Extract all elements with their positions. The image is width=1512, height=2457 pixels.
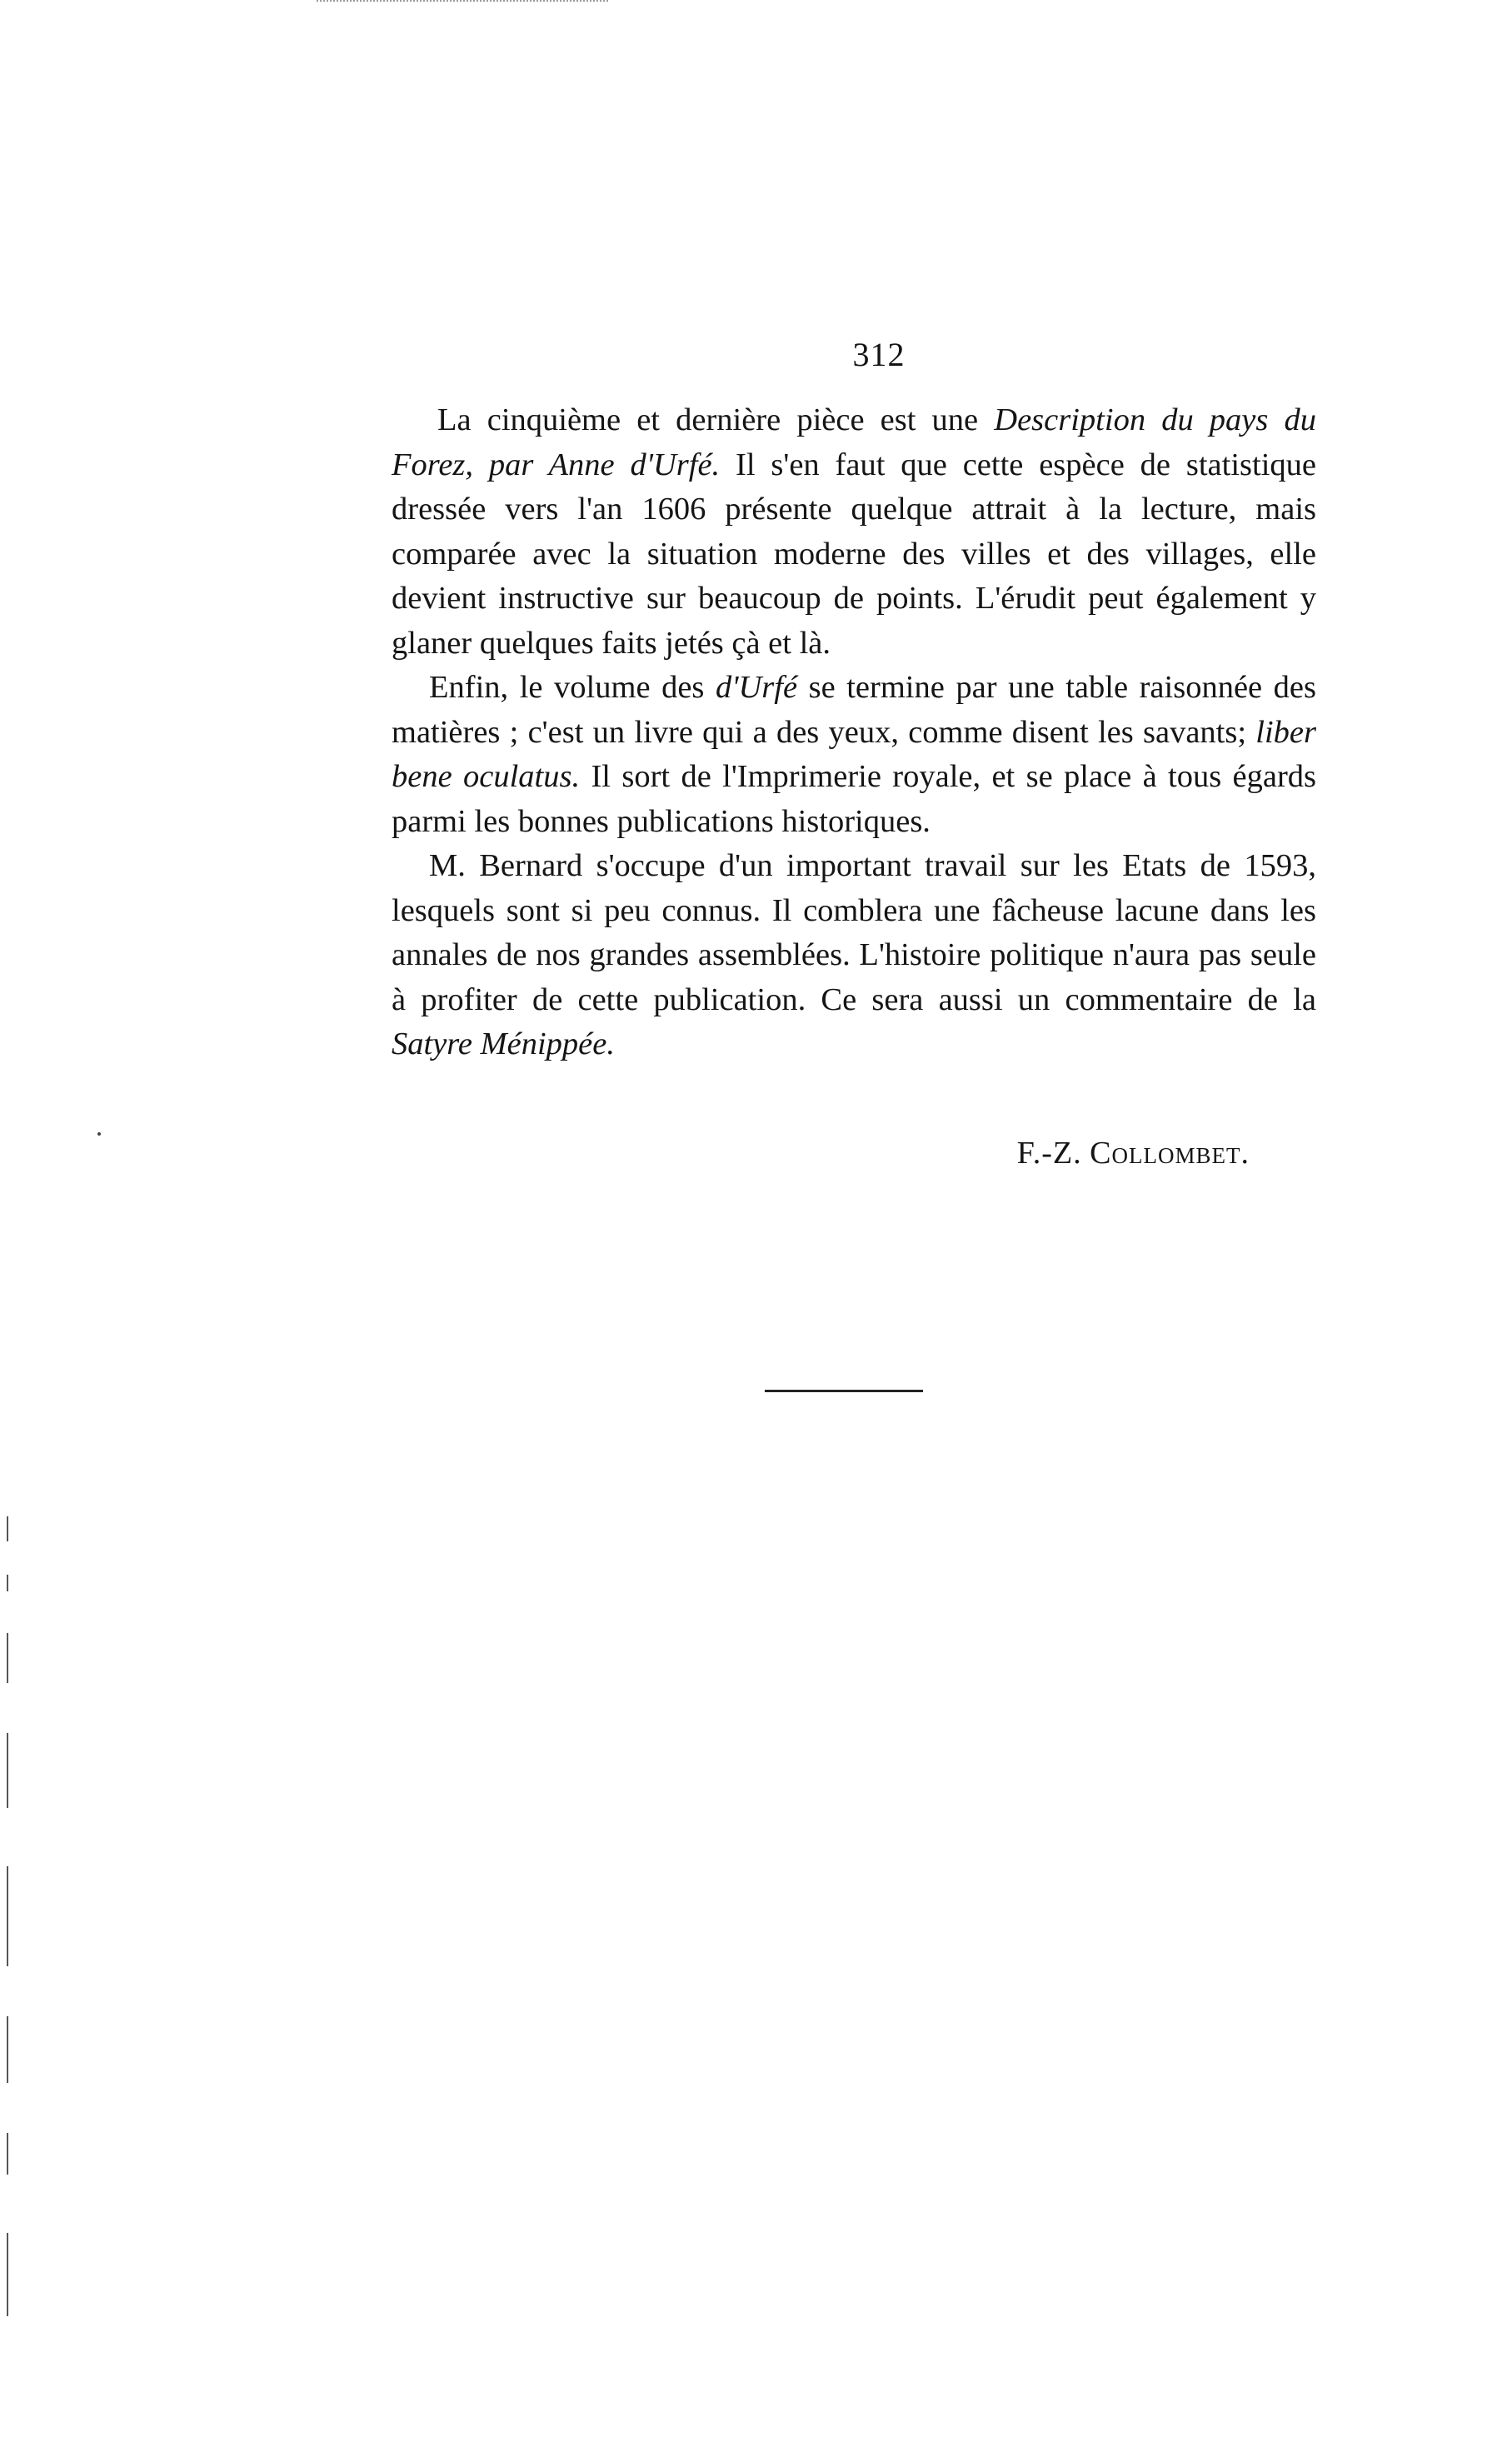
scan-edge-marks (7, 1516, 10, 2350)
scan-speck (97, 1132, 101, 1136)
paragraph-volume-durfe (392, 666, 1316, 844)
edge-mark (7, 2133, 8, 2175)
page-number: 312 (852, 336, 906, 373)
edge-mark (7, 2016, 8, 2083)
text-segment: se termine par une table raisonnée des matières ; c'est un livre qui a des yeux, comme disent les savants; (392, 670, 1317, 750)
text-segment: Il sort de l'Imprimerie royale, et se place à tous égards parmi les bonnes publications historiques. (392, 759, 1317, 839)
italic-segment: Description du pays du Forez, par Anne d'Urfé. (392, 402, 1317, 482)
paragraph-bernard-etats (392, 844, 1316, 1067)
italic-segment: Satyre Ménippée. (392, 1026, 615, 1061)
signature-initials: F.-Z. (1016, 1136, 1082, 1171)
edge-mark (7, 1575, 8, 1591)
edge-mark (7, 1866, 8, 1966)
italic-segment: d'Urfé (715, 670, 798, 705)
scan-artifact-top (317, 0, 608, 5)
text-segment: M. Bernard s'occupe d'un important travail sur les Etats de 1593, lesquels sont si peu connus. Il comblera une fâcheuse lacune dans les annales de nos grandes assemblées. L'histoire politique n'aura pas seule à profiter de cette publication. Ce sera aussi un commentaire de la (392, 848, 1316, 1017)
author-signature (833, 1135, 1250, 1171)
edge-mark (7, 1733, 8, 1808)
edge-mark (7, 2233, 8, 2316)
text-segment: La cinquième et dernière pièce est une (437, 402, 995, 437)
edge-mark (7, 1633, 8, 1683)
italic-segment: liber bene oculatus. (392, 714, 1316, 794)
edge-mark (7, 1516, 8, 1541)
section-divider-rule (765, 1390, 923, 1392)
paragraph-description-forez (392, 398, 1316, 666)
text-segment: Il s'en faut que cette espèce de statistique dressée vers l'an 1606 présente quelque attrait à la lecture, mais comparée avec la situation moderne des villes et des villages, elle devient instructive sur beaucoup de points. L'érudit peut également y glaner quelques faits jetés çà et là. (392, 447, 1316, 661)
text-segment: Enfin, le volume des (429, 670, 716, 705)
signature-name: Collombet. (1090, 1136, 1250, 1171)
body-text (392, 398, 1316, 1067)
